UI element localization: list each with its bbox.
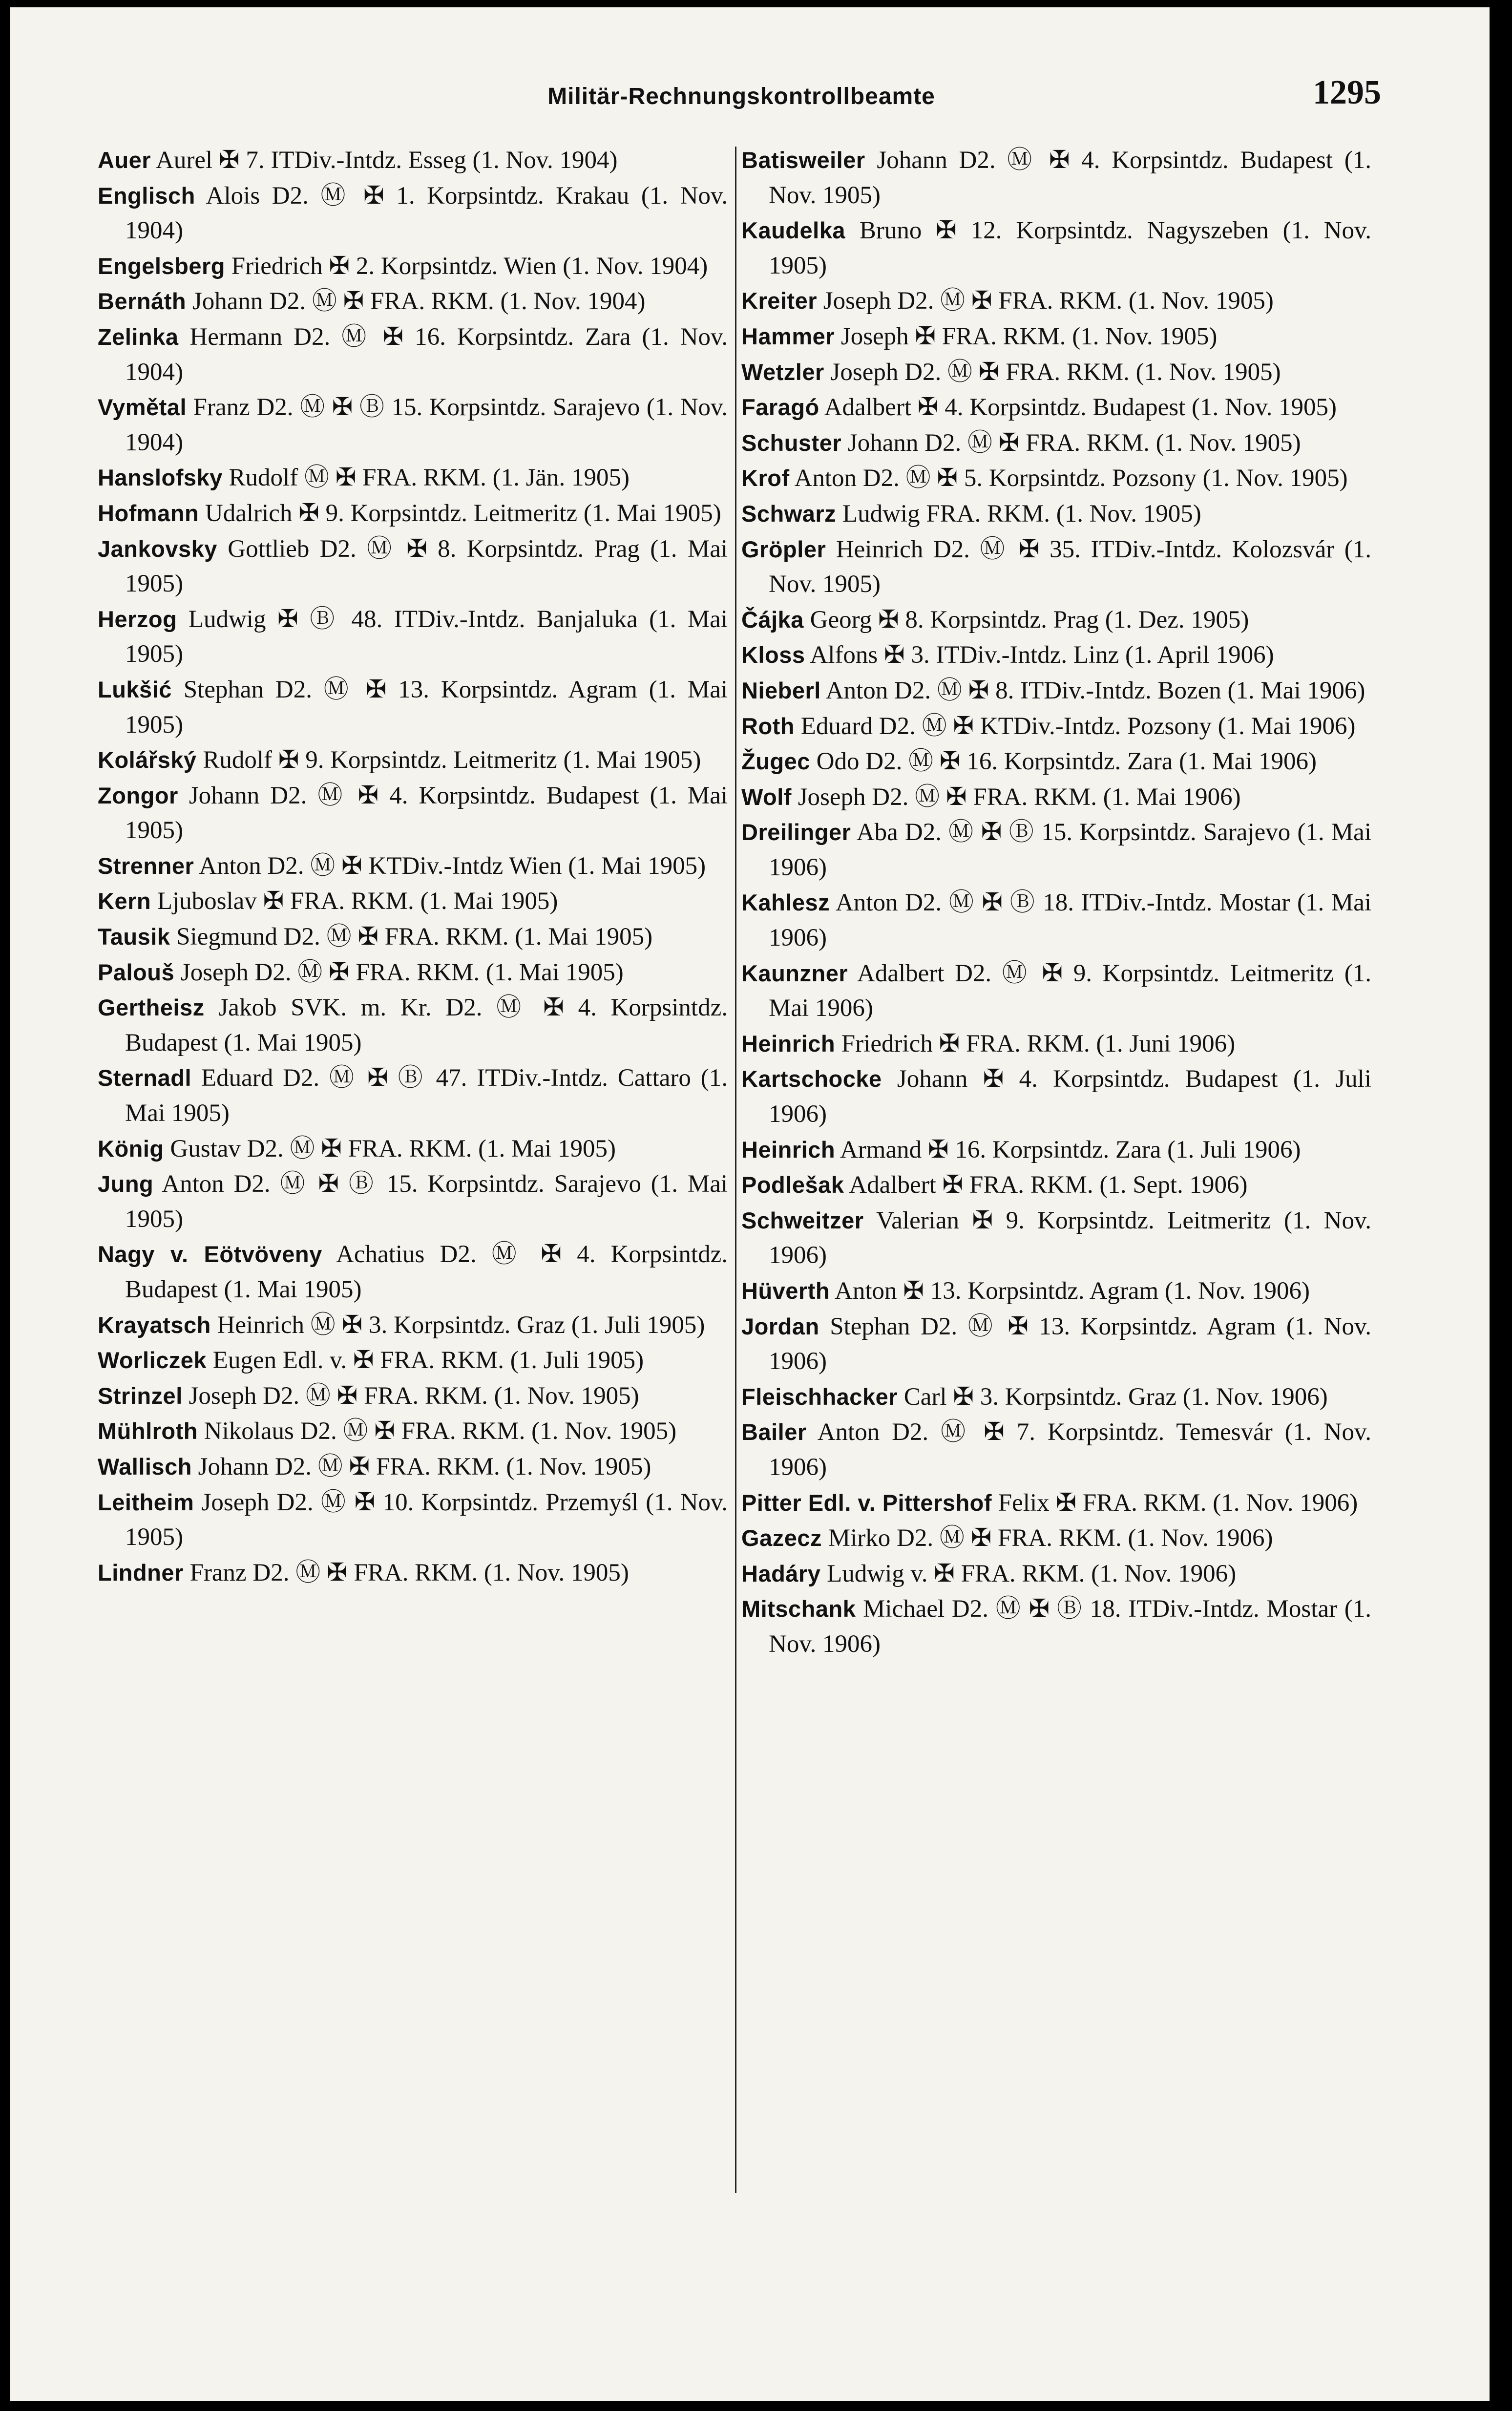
- list-item: [741, 744, 1371, 780]
- entry-details: Joseph D2. Ⓜ ✠ FRA. RKM. (1. Mai 1906): [791, 783, 1241, 811]
- list-item: [741, 1379, 1371, 1415]
- list-item: [741, 1132, 1371, 1168]
- entry-details: Friedrich ✠ FRA. RKM. (1. Juni 1906): [835, 1030, 1236, 1057]
- entry-details: Anton D2. Ⓜ ✠ Ⓑ 15. Korpsintdz. Sarajevo (1. Mai 1905): [125, 1170, 728, 1233]
- list-item: [741, 1061, 1371, 1132]
- list-item: [98, 742, 728, 778]
- entry-surname: Wetzler: [741, 359, 824, 385]
- list-item: [98, 602, 728, 672]
- entry-details: Achatius D2. Ⓜ ✠ 4. Korpsintdz. Budapest (1. Mai 1905): [125, 1241, 728, 1303]
- entry-surname: Hanslofsky: [98, 465, 223, 491]
- entry-surname: Čájka: [741, 606, 804, 633]
- entry-details: Joseph D2. Ⓜ ✠ 10. Korpsintdz. Przemyśl (1. Nov. 1905): [125, 1488, 728, 1551]
- entry-details: Anton D2. Ⓜ ✠ 7. Korpsintdz. Temesvár (1. Nov. 1906): [769, 1418, 1371, 1481]
- list-item: [741, 355, 1371, 390]
- entry-surname: Krayatsch: [98, 1311, 211, 1338]
- entry-details: Siegmund D2. Ⓜ ✠ FRA. RKM. (1. Mai 1905): [170, 923, 653, 951]
- entry-surname: Nieberl: [741, 677, 821, 703]
- entry-surname: Jung: [98, 1171, 154, 1197]
- entry-details: Jakob SVK. m. Kr. D2. Ⓜ ✠ 4. Korpsintdz. Budapest (1. Mai 1905): [125, 994, 728, 1057]
- entry-details: Nikolaus D2. Ⓜ ✠ FRA. RKM. (1. Nov. 1905): [198, 1417, 677, 1445]
- entry-details: Franz D2. Ⓜ ✠ FRA. RKM. (1. Nov. 1905): [183, 1559, 629, 1586]
- list-item: [741, 956, 1371, 1026]
- list-item: [741, 815, 1371, 885]
- list-item: [741, 143, 1371, 213]
- entry-surname: Zelinka: [98, 323, 179, 350]
- entry-surname: Bailer: [741, 1419, 807, 1445]
- entry-surname: Tausik: [98, 924, 170, 950]
- entry-details: Bruno ✠ 12. Korpsintdz. Nagyszeben (1. Nov. 1905): [769, 217, 1371, 279]
- entry-details: Gustav D2. Ⓜ ✠ FRA. RKM. (1. Mai 1905): [164, 1135, 616, 1163]
- entry-details: Ludwig ✠ Ⓑ 48. ITDiv.-Intdz. Banjaluka (1. Mai 1905): [125, 605, 728, 668]
- list-item: [741, 1167, 1371, 1203]
- entry-details: Johann D2. Ⓜ ✠ 4. Korpsintdz. Budapest (1. Mai 1905): [125, 782, 728, 845]
- list-item: [741, 1273, 1371, 1309]
- entry-surname: Kartschocke: [741, 1066, 882, 1092]
- entry-details: Joseph D2. Ⓜ ✠ FRA. RKM. (1. Nov. 1905): [182, 1382, 639, 1410]
- entry-surname: Hofmann: [98, 500, 199, 526]
- list-item: [98, 1308, 728, 1343]
- entry-surname: Nagy v. Eötvöveny: [98, 1241, 322, 1268]
- entry-surname: Sternadl: [98, 1065, 192, 1091]
- list-item: [98, 531, 728, 602]
- column-divider: [735, 147, 736, 2193]
- entry-details: Ludwig FRA. RKM. (1. Nov. 1905): [836, 500, 1201, 528]
- entry-surname: Dreilinger: [741, 819, 851, 846]
- entry-details: Johann D2. Ⓜ ✠ 4. Korpsintdz. Budapest (1. Nov. 1905): [769, 147, 1371, 209]
- list-item: [98, 284, 728, 319]
- entry-details: Aurel ✠ 7. ITDiv.-Intdz. Esseg (1. Nov. 1904): [151, 147, 618, 174]
- entry-surname: Gröpler: [741, 536, 826, 562]
- list-item: [98, 1449, 728, 1485]
- list-item: [98, 955, 728, 991]
- list-item: [741, 425, 1371, 461]
- list-item: [741, 390, 1371, 425]
- list-item: [741, 885, 1371, 955]
- entry-surname: Leitheim: [98, 1489, 194, 1515]
- entry-details: Joseph D2. Ⓜ ✠ FRA. RKM. (1. Mai 1905): [174, 958, 624, 986]
- list-item: [741, 213, 1371, 283]
- entry-surname: Gazecz: [741, 1525, 822, 1551]
- entry-details: Alois D2. Ⓜ ✠ 1. Korpsintdz. Krakau (1. Nov. 1904): [125, 182, 728, 245]
- entry-details: Udalrich ✠ 9. Korpsintdz. Leitmeritz (1. Mai 1905): [199, 499, 721, 527]
- entry-details: Armand ✠ 16. Korpsintdz. Zara (1. Juli 1906): [835, 1136, 1301, 1163]
- entry-surname: Schuster: [741, 429, 842, 456]
- entry-surname: Jordan: [741, 1313, 819, 1339]
- entry-surname: Schwarz: [741, 500, 837, 527]
- entry-surname: Jankovsky: [98, 535, 217, 562]
- entry-surname: Engelsberg: [98, 253, 225, 279]
- entry-surname: Žugec: [741, 748, 810, 775]
- entry-surname: Palouš: [98, 959, 175, 985]
- list-item: [741, 1521, 1371, 1556]
- entry-details: Carl ✠ 3. Korpsintdz. Graz (1. Nov. 1906): [898, 1383, 1328, 1411]
- running-title: Militär-Rechnungskontrollbeamte: [547, 84, 935, 109]
- entry-surname: Kolářský: [98, 747, 197, 773]
- entry-details: Anton D2. Ⓜ ✠ 8. ITDiv.-Intdz. Bozen (1. Mai 1906): [820, 677, 1365, 704]
- entry-details: Aba D2. Ⓜ ✠ Ⓑ 15. Korpsintdz. Sarajevo (1. Mai 1906): [769, 819, 1371, 881]
- entry-surname: Strenner: [98, 852, 194, 879]
- right-column: [741, 143, 1371, 2209]
- list-item: [741, 1591, 1371, 1662]
- list-item: [741, 1026, 1371, 1062]
- entry-details: Georg ✠ 8. Korpsintdz. Prag (1. Dez. 1905): [803, 606, 1249, 634]
- list-item: [741, 637, 1371, 673]
- list-item: [98, 672, 728, 742]
- entry-surname: Fleischhacker: [741, 1383, 898, 1410]
- list-item: [741, 1415, 1371, 1485]
- list-item: [98, 143, 728, 178]
- entry-details: Johann D2. Ⓜ ✠ FRA. RKM. (1. Nov. 1905): [841, 429, 1301, 457]
- entry-details: Valerian ✠ 9. Korpsintdz. Leitmeritz (1. Nov. 1906): [769, 1206, 1371, 1269]
- entry-details: Michael D2. Ⓜ ✠ Ⓑ 18. ITDiv.-Intdz. Mostar (1. Nov. 1906): [769, 1595, 1371, 1658]
- list-item: [98, 884, 728, 919]
- left-column: [98, 143, 728, 2209]
- list-item: [98, 778, 728, 848]
- entry-surname: Kern: [98, 888, 151, 914]
- list-item: [98, 1378, 728, 1414]
- list-item: [741, 1203, 1371, 1273]
- entry-details: Rudolf ✠ 9. Korpsintdz. Leitmeritz (1. Mai 1905): [196, 746, 701, 774]
- list-item: [98, 496, 728, 531]
- entry-details: Heinrich Ⓜ ✠ 3. Korpsintdz. Graz (1. Juli 1905): [210, 1311, 705, 1339]
- list-item: [741, 496, 1371, 532]
- list-item: [98, 319, 728, 390]
- list-item: [98, 1131, 728, 1167]
- list-item: [98, 178, 728, 249]
- entry-surname: Hadáry: [741, 1560, 821, 1586]
- entry-details: Eduard D2. Ⓜ ✠ Ⓑ 47. ITDiv.-Intdz. Cattaro (1. Mai 1905): [125, 1064, 728, 1127]
- entry-details: Felix ✠ FRA. RKM. (1. Nov. 1906): [992, 1489, 1358, 1517]
- entry-surname: Kloss: [741, 642, 805, 668]
- entry-surname: Herzog: [98, 606, 177, 632]
- list-item: [98, 919, 728, 955]
- entry-surname: Pitter Edl. v. Pittershof: [741, 1489, 992, 1516]
- entry-surname: Kahlesz: [741, 889, 830, 916]
- entry-surname: Mühlroth: [98, 1418, 198, 1444]
- entry-details: Anton ✠ 13. Korpsintdz. Agram (1. Nov. 1906): [830, 1277, 1310, 1305]
- entry-details: Mirko D2. Ⓜ ✠ FRA. RKM. (1. Nov. 1906): [821, 1524, 1273, 1552]
- entry-details: Johann ✠ 4. Korpsintdz. Budapest (1. Juli 1906): [769, 1065, 1371, 1128]
- list-item: [741, 1309, 1371, 1379]
- list-item: [741, 1556, 1371, 1592]
- entry-details: Adalbert D2. Ⓜ ✠ 9. Korpsintdz. Leitmeritz (1. Mai 1906): [769, 959, 1371, 1022]
- entry-details: Friedrich ✠ 2. Korpsintdz. Wien (1. Nov. 1904): [225, 252, 708, 280]
- entry-details: Alfons ✠ 3. ITDiv.-Intdz. Linz (1. April 1906): [805, 641, 1274, 669]
- entry-surname: Zongor: [98, 782, 178, 808]
- list-item: [98, 1343, 728, 1378]
- entry-details: Joseph D2. Ⓜ ✠ FRA. RKM. (1. Nov. 1905): [817, 287, 1274, 315]
- entry-surname: Roth: [741, 713, 795, 739]
- entry-surname: Lukšić: [98, 676, 172, 702]
- list-item: [741, 461, 1371, 496]
- entry-surname: Strinzel: [98, 1382, 183, 1409]
- entry-surname: Englisch: [98, 182, 195, 209]
- list-item: [741, 673, 1371, 709]
- entry-surname: Mitschank: [741, 1596, 856, 1622]
- list-item: [741, 602, 1371, 638]
- entry-surname: Batisweiler: [741, 147, 865, 173]
- entry-surname: Gertheisz: [98, 994, 205, 1021]
- entry-details: Anton D2. Ⓜ ✠ KTDiv.-Intdz Wien (1. Mai 1905): [194, 852, 706, 880]
- entry-surname: Podlešak: [741, 1172, 844, 1198]
- entry-details: Anton D2. Ⓜ ✠ Ⓑ 18. ITDiv.-Intdz. Mostar (1. Mai 1906): [769, 889, 1371, 952]
- entry-details: Rudolf Ⓜ ✠ FRA. RKM. (1. Jän. 1905): [222, 464, 630, 492]
- entry-surname: Faragó: [741, 394, 819, 421]
- page-header: [102, 73, 1381, 132]
- entry-details: Stephan D2. Ⓜ ✠ 13. Korpsintdz. Agram (1. Mai 1905): [125, 676, 728, 739]
- list-item: [98, 1166, 728, 1237]
- entry-details: Ljuboslav ✠ FRA. RKM. (1. Mai 1905): [151, 888, 558, 915]
- entry-surname: Heinrich: [741, 1136, 836, 1163]
- list-item: [741, 319, 1371, 355]
- entry-surname: Hammer: [741, 323, 835, 349]
- entry-surname: Kreiter: [741, 288, 818, 314]
- entry-details: Hermann D2. Ⓜ ✠ 16. Korpsintdz. Zara (1. Nov. 1904): [125, 323, 728, 386]
- entry-surname: König: [98, 1135, 164, 1162]
- entry-surname: Auer: [98, 147, 151, 173]
- entry-surname: Kaudelka: [741, 217, 845, 244]
- entry-surname: Hüverth: [741, 1278, 830, 1304]
- entry-details: Joseph ✠ FRA. RKM. (1. Nov. 1905): [835, 322, 1218, 350]
- entry-details: Gottlieb D2. Ⓜ ✠ 8. Korpsintdz. Prag (1. Mai 1905): [125, 535, 728, 598]
- entry-surname: Kaunzner: [741, 960, 848, 986]
- list-item: [98, 390, 728, 460]
- list-item: [741, 780, 1371, 815]
- entry-details: Ludwig v. ✠ FRA. RKM. (1. Nov. 1906): [820, 1560, 1237, 1587]
- entry-details: Joseph D2. Ⓜ ✠ FRA. RKM. (1. Nov. 1905): [824, 358, 1281, 386]
- list-item: [98, 1485, 728, 1555]
- list-item: [98, 848, 728, 884]
- entry-details: Adalbert ✠ 4. Korpsintdz. Budapest (1. Nov. 1905): [819, 394, 1337, 422]
- entry-details: Adalbert ✠ FRA. RKM. (1. Sept. 1906): [844, 1171, 1248, 1199]
- entry-surname: Worliczek: [98, 1347, 207, 1374]
- entry-surname: Bernáth: [98, 288, 187, 315]
- entry-surname: Wolf: [741, 783, 792, 810]
- list-item: [98, 249, 728, 284]
- entry-surname: Vymětal: [98, 394, 187, 421]
- entry-surname: Lindner: [98, 1559, 184, 1586]
- entry-surname: Schweitzer: [741, 1207, 864, 1233]
- list-item: [741, 1485, 1371, 1521]
- list-item: [741, 532, 1371, 602]
- entry-surname: Wallisch: [98, 1453, 192, 1480]
- entry-details: Johann D2. Ⓜ ✠ FRA. RKM. (1. Nov. 1904): [186, 288, 646, 316]
- entry-details: Anton D2. Ⓜ ✠ 5. Korpsintdz. Pozsony (1. Nov. 1905): [789, 465, 1348, 492]
- entry-details: Eduard D2. Ⓜ ✠ KTDiv.-Intdz. Pozsony (1. Mai 1906): [795, 712, 1356, 740]
- entry-details: Johann D2. Ⓜ ✠ FRA. RKM. (1. Nov. 1905): [191, 1453, 651, 1480]
- entry-details: Stephan D2. Ⓜ ✠ 13. Korpsintdz. Agram (1. Nov. 1906): [769, 1312, 1371, 1375]
- list-item: [98, 1060, 728, 1131]
- list-item: [741, 283, 1371, 319]
- entry-details: Franz D2. Ⓜ ✠ Ⓑ 15. Korpsintdz. Sarajevo (1. Nov. 1904): [125, 394, 728, 456]
- list-item: [741, 709, 1371, 744]
- list-item: [98, 460, 728, 496]
- list-item: [98, 990, 728, 1060]
- entry-surname: Krof: [741, 465, 790, 491]
- list-item: [98, 1237, 728, 1307]
- list-item: [98, 1414, 728, 1449]
- entry-details: Eugen Edl. v. ✠ FRA. RKM. (1. Juli 1905): [207, 1347, 644, 1375]
- page-number: 1295: [1313, 74, 1381, 111]
- entry-surname: Heinrich: [741, 1030, 836, 1057]
- entry-details: Heinrich D2. Ⓜ ✠ 35. ITDiv.-Intdz. Kolozsvár (1. Nov. 1905): [769, 535, 1371, 598]
- list-item: [98, 1555, 728, 1591]
- entry-details: Odo D2. Ⓜ ✠ 16. Korpsintdz. Zara (1. Mai 1906): [810, 748, 1317, 776]
